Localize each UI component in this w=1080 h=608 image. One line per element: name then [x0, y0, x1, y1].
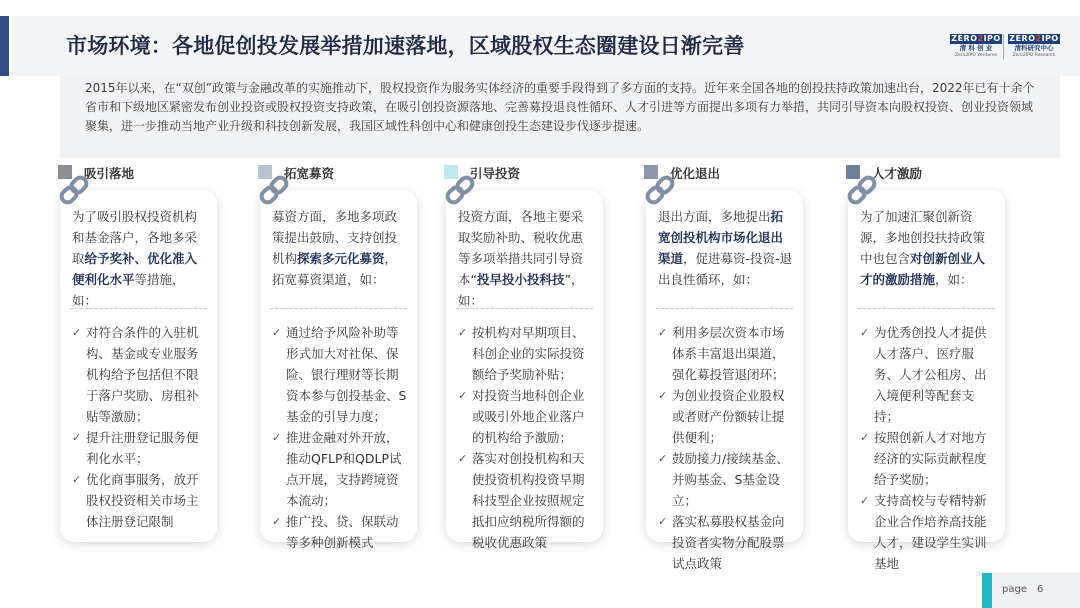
- list-item: [72, 322, 209, 427]
- highlighted-text: 拓宽创投机构市场化退出渠道: [658, 209, 784, 266]
- card-divider: [70, 308, 207, 309]
- checkmark-icon: ✓: [458, 326, 468, 339]
- text-segment: 为了吸引股权投资机构和基金落户，各地多采取: [72, 209, 198, 266]
- list-item: [658, 448, 795, 511]
- measure-list: [272, 322, 409, 553]
- list-item-text: 推广投、贷、保联动等多种创新模式: [286, 514, 399, 550]
- card-intro-text: [658, 206, 795, 296]
- column-heading-label: 吸引落地: [84, 166, 135, 181]
- zero2ipo-ventures-logo: ZERO2IPO 清 科 创 业 Zero2IPO Ventures: [951, 34, 1001, 58]
- checkmark-icon: ✓: [72, 431, 82, 444]
- checkmark-icon: ✓: [272, 326, 282, 339]
- text-segment: 募资方面，多地多项政策提出鼓励、支持创投机构: [272, 209, 398, 266]
- list-item: [658, 322, 795, 385]
- highlighted-text: 给予奖补、优化准入便利化水平: [72, 251, 198, 287]
- list-item: [860, 322, 997, 427]
- card-divider: [456, 308, 593, 309]
- policy-card: [446, 190, 603, 550]
- chain-link-icon: [256, 172, 292, 208]
- text-segment: 为了加速汇聚创新资源，多地创投扶持政策中也包含: [860, 209, 986, 266]
- card-intro-text: [860, 206, 997, 296]
- list-item-text: 为创业投资企业股权或者财产份额转让提供便利；: [672, 388, 785, 445]
- title-accent-bar: [0, 16, 9, 76]
- page-title: 市场环境：各地促创投发展举措加速落地，区域股权生态圈建设日渐完善: [66, 34, 745, 58]
- card-divider: [270, 308, 407, 309]
- checkmark-icon: ✓: [860, 431, 870, 444]
- card-intro-text: [272, 206, 409, 296]
- policy-card: [848, 190, 1005, 571]
- list-item: [860, 427, 997, 490]
- list-item-text: 鼓励接力/接续基金、并购基金、S基金设立；: [672, 451, 789, 508]
- checkmark-icon: ✓: [272, 515, 282, 528]
- list-item: [658, 511, 795, 574]
- list-item: [272, 427, 409, 511]
- column-heading-label: 人才激励: [872, 166, 923, 181]
- card-intro-text: [458, 206, 595, 308]
- list-item-text: 利用多层次资本市场体系丰富退出渠道，强化募投管退闭环；: [672, 325, 785, 382]
- list-item-text: 对投资当地科创企业或吸引外地企业落户的机构给予激励；: [472, 388, 585, 445]
- list-item-text: 通过给予风险补助等形式加大对社保、保险、银行理财等长期资本参与创投基金、S基金的引导力度；: [286, 325, 407, 424]
- card-intro-text: [72, 206, 209, 308]
- list-item: [458, 385, 595, 448]
- measure-list: [458, 322, 595, 553]
- checkmark-icon: ✓: [658, 452, 668, 465]
- list-item: [72, 469, 209, 532]
- list-item: [860, 490, 997, 574]
- checkmark-icon: ✓: [658, 515, 668, 528]
- highlighted-text: 对创新创业人才的激励措施: [860, 251, 986, 287]
- highlighted-text: 投早投小投科技: [476, 272, 565, 287]
- checkmark-icon: ✓: [72, 473, 82, 486]
- highlighted-text: 探索多元化募资: [297, 251, 385, 266]
- intro-paragraph: 2015年以来，在“双创”政策与金融改革的实施推动下，股权投资作为服务实体经济的重要手段得到了多方面的支持。近年来全国各地的创投扶持政策加速出台，2022年已有十余个省市和下级地区紧密发布创业投资或股权投资支持政策，在吸引创投资源落地、完善募投退良性循环、人才引进等方面提出多项有力举措，共同引导资本向股权投资、创业投资领域聚集，进一步推动当地产业升级和科技创新发展，我国区域性科创中心和健康创投生态建设步伐逐步提速。: [85, 81, 1035, 133]
- list-item-text: 落实对创投机构和天使投资机构投资早期科技型企业按照规定抵扣应纳税所得额的税收优惠政策: [472, 451, 585, 550]
- page-label: page: [1002, 584, 1027, 595]
- text-segment: ，拓宽募资渠道，如：: [272, 251, 398, 287]
- chain-link-icon: [442, 172, 478, 208]
- zero2ipo-research-logo: ZERO2IPO 清科研究中心 Zero2IPO Research: [1009, 34, 1059, 58]
- page-accent: [982, 573, 992, 608]
- policy-card: [60, 190, 217, 542]
- list-item-text: 落实私募股权基金向投资者实物分配股票试点政策: [672, 514, 785, 571]
- checkmark-icon: ✓: [458, 452, 468, 465]
- list-item-text: 按照创新人才对地方经济的实际贡献程度给予奖励；: [874, 430, 987, 487]
- chain-link-icon: [56, 172, 92, 208]
- list-item-text: 按机构对早期项目、科创企业的实际投资额给予奖励补贴；: [472, 325, 585, 382]
- list-item: [458, 322, 595, 385]
- chain-link-icon: [844, 172, 880, 208]
- logo-divider: [1003, 34, 1004, 60]
- list-item-text: 提升注册登记服务便利化水平；: [86, 430, 199, 466]
- list-item-text: 推进金融对外开放，推动QFLP和QDLP试点开展，支持跨境资本流动；: [286, 430, 402, 508]
- text-segment: 投资方面，各地主要采取奖励补助、税收优惠等多项举措共同引导资本“: [458, 209, 584, 287]
- checkmark-icon: ✓: [72, 326, 82, 339]
- measure-list: [72, 322, 209, 532]
- list-item: [272, 322, 409, 427]
- policy-card: [260, 190, 417, 550]
- checkmark-icon: ✓: [860, 326, 870, 339]
- text-segment: ”，如：: [458, 272, 584, 308]
- checkmark-icon: ✓: [658, 326, 668, 339]
- card-divider: [858, 308, 995, 309]
- list-item: [458, 448, 595, 553]
- column-heading-label: 优化退出: [670, 166, 721, 181]
- text-segment: 退出方面，多地提出: [658, 209, 771, 224]
- list-item-text: 优化商事服务，放开股权投资相关市场主体注册登记限制: [86, 472, 199, 529]
- list-item: [272, 511, 409, 553]
- list-item-text: 支持高校与专精特新企业合作培养高技能人才，建设学生实训基地: [874, 493, 987, 571]
- list-item-text: 对符合条件的入驻机构、基金或专业服务机构给予包括但不限于落户奖励、房租补贴等激励；: [86, 325, 199, 424]
- checkmark-icon: ✓: [458, 389, 468, 402]
- page-number: 6: [1037, 584, 1044, 595]
- checkmark-icon: ✓: [272, 431, 282, 444]
- list-item: [72, 427, 209, 469]
- card-divider: [656, 308, 793, 309]
- text-segment: 等措施，如：: [72, 272, 185, 308]
- measure-list: [860, 322, 997, 574]
- checkmark-icon: ✓: [860, 494, 870, 507]
- checkmark-icon: ✓: [658, 389, 668, 402]
- measure-list: [658, 322, 795, 574]
- list-item: [658, 385, 795, 448]
- text-segment: ，促进募资-投资-退出良性循环，如：: [658, 251, 793, 287]
- text-segment: ，如：: [935, 272, 973, 287]
- chain-link-icon: [642, 172, 678, 208]
- policy-card: [646, 190, 803, 571]
- column-heading-label: 拓宽募资: [284, 166, 335, 181]
- column-heading-label: 引导投资: [470, 166, 521, 181]
- list-item-text: 为优秀创投人才提供人才落户、医疗服务、人才公租房、出入境便利等配套支持；: [874, 325, 987, 424]
